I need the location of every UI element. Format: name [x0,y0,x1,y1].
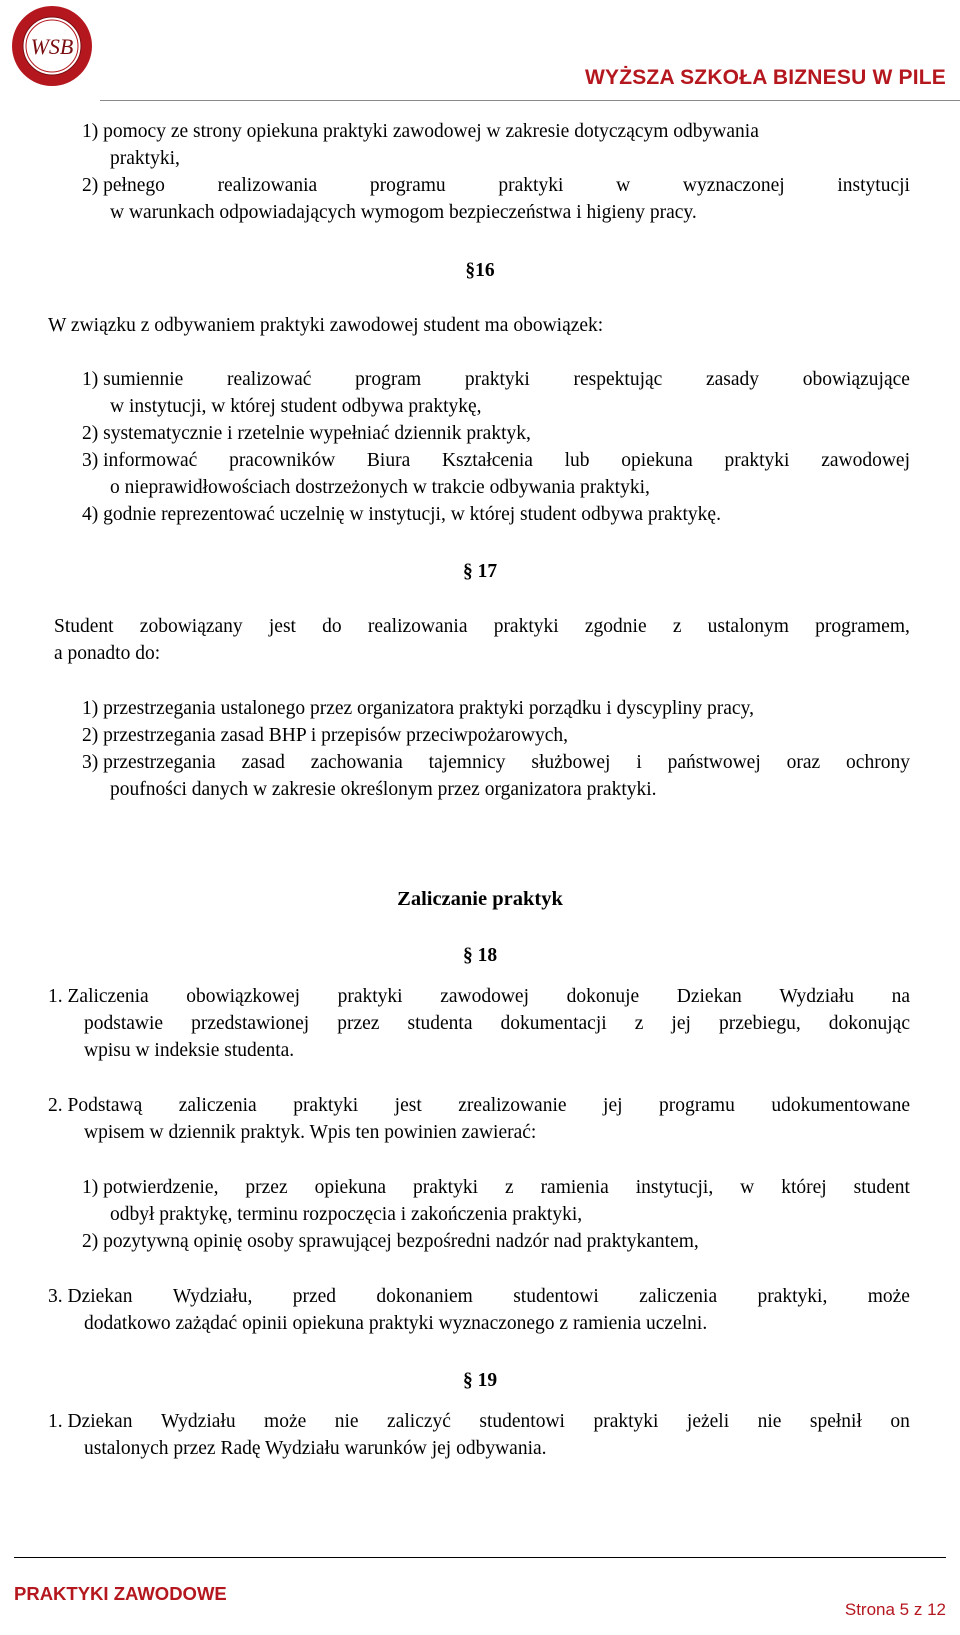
word: 1. Dziekan [48,1411,133,1432]
word: respektując [573,369,663,390]
word: 1. Zaliczenia [48,986,149,1007]
zaliczanie-heading: Zaliczanie praktyk [397,888,563,910]
s16-item1-line2: w instytucji, w której student odbywa praktykę, [110,396,482,417]
word: zgodnie [584,616,647,637]
word: z [634,1013,644,1034]
section19-heading: § 19 [462,1370,498,1391]
svg-text:WSB: WSB [30,34,74,59]
word: realizowania [217,175,318,196]
word: może [867,1286,910,1307]
word: wyznaczonej [682,175,785,196]
s19-p1-line1 [48,1408,910,1435]
word: praktyki [593,1411,659,1432]
s18-p3-line1 [48,1283,910,1310]
word: spełnił [809,1411,862,1432]
word: program [355,369,422,390]
s17-item3-line2: poufności danych w zakresie określonym przez organizatora praktyki. [110,779,657,800]
s16-item2: 2) systematycznie i rzetelnie wypełniać dziennik praktyk, [82,423,531,444]
word: instytucji, [635,1177,714,1198]
s15-item2-line1 [82,172,910,199]
word: ustalonym [707,616,789,637]
s18-p2-item2: 2) pozytywną opinię osoby sprawującej bezpośredni nadzór nad praktykantem, [82,1231,699,1252]
word: Student [54,616,114,637]
word: praktyki [493,616,559,637]
word: Biura [366,450,411,471]
word: dokumentacji [500,1013,607,1034]
word: on [890,1411,910,1432]
word: opiekuna [314,1177,387,1198]
word: zasady [706,369,760,390]
word: zaliczenia [639,1286,718,1307]
header-title: WYŻSZA SZKOŁA BIZNESU W PILE [584,66,946,89]
s18-p2-item1-line1 [82,1174,910,1201]
s18-p3-line2: dodatkowo zażądać opinii opiekuna praktyki wyznaczonego z ramienia uczelni. [84,1313,708,1334]
word: państwowej [667,752,761,773]
word: dokonuje [566,986,640,1007]
header-divider [100,100,960,101]
word: programem, [815,616,910,637]
word: do [322,616,342,637]
s18-p2-line2: wpisem w dziennik praktyk. Wpis ten powinien zawierać: [84,1122,537,1143]
word: przed [292,1286,337,1307]
footer-title: PRAKTYKI ZAWODOWE [14,1583,227,1604]
word: 1) sumiennie [82,369,184,390]
word: Wydziału [779,986,854,1007]
word: ochrony [846,752,910,773]
word: realizowania [367,616,468,637]
word: programu [659,1095,735,1116]
s16-intro: W związku z odbywaniem praktyki zawodowej student ma obowiązek: [48,315,604,336]
word: przez [337,1013,380,1034]
footer-divider [14,1557,946,1558]
word: Dziekan [676,986,742,1007]
word: programu [369,175,446,196]
word: 1) potwierdzenie, [82,1177,219,1198]
word: Wydziału [160,1411,236,1432]
section17-heading: § 17 [462,561,498,582]
s15-item1-line1: 1) pomocy ze strony opiekuna praktyki zawodowej w zakresie dotyczącym odbywania [82,121,759,142]
word: praktyki [464,369,530,390]
word: studentowi [479,1411,565,1432]
word: praktyki [413,1177,478,1198]
s16-item3-line1 [82,447,910,474]
s18-p1-line2 [84,1010,910,1037]
word: w [740,1177,755,1198]
word: praktyki [724,450,790,471]
word: obowiązujące [802,369,910,390]
s19-p1-line2: ustalonych przez Radę Wydziału warunków jej odbywania. [84,1438,547,1459]
word: jest [268,616,296,637]
word: przebiegu, [718,1013,801,1034]
word: na [891,986,910,1007]
word: tajemnicy [428,752,506,773]
word: dokonując [828,1013,910,1034]
word: praktyki [293,1095,359,1116]
word: zachowania [310,752,403,773]
s18-p1-line1 [48,983,910,1010]
word: 2. Podstawą [48,1095,143,1116]
word: dokonaniem [376,1286,473,1307]
word: praktyki, [757,1286,828,1307]
s18-p2-line1 [48,1092,910,1119]
word: nie [334,1411,359,1432]
s17-item2: 2) przestrzegania zasad BHP i przepisów przeciwpożarowych, [82,725,569,746]
word: z [504,1177,514,1198]
page-number: Strona 5 z 12 [844,1600,946,1619]
s15-item2-line2: w warunkach odpowiadających wymogom bezpieczeństwa i higieny pracy. [110,202,697,223]
word: podstawie [84,1013,164,1034]
word: jest [394,1095,422,1116]
word: zaliczyć [387,1411,451,1432]
word: 2) pełnego [82,175,165,196]
word: z [672,616,682,637]
word: zobowiązany [139,616,243,637]
word: Kształcenia [441,450,533,471]
s17-item3-line1 [82,749,910,776]
word: studenta [407,1013,473,1034]
word: student [853,1177,910,1198]
word: zawodowej [440,986,529,1007]
word: jej [671,1013,691,1034]
section18-heading: § 18 [462,945,498,966]
word: pracowników [229,450,336,471]
word: oraz [786,752,821,773]
word: jeżeli [686,1411,730,1432]
s15-item1-line2: praktyki, [110,148,180,169]
word: realizować [226,369,312,390]
word: 3) informować [82,450,198,471]
word: 3. Dziekan [48,1286,133,1307]
word: której [781,1177,827,1198]
word: może [264,1411,307,1432]
word: zawodowej [821,450,910,471]
word: nie [757,1411,782,1432]
word: w [616,175,631,196]
s16-item4: 4) godnie reprezentować uczelnię w instytucji, w której student odbywa praktykę. [82,504,721,525]
word: obowiązkowej [186,986,301,1007]
word: ramienia [540,1177,609,1198]
s17-intro-line1 [54,613,910,640]
word: 3) przestrzegania [82,752,216,773]
word: praktyki [498,175,564,196]
word: zasad [241,752,285,773]
word: i [636,752,642,773]
s18-p2-item1-line2: odbył praktykę, terminu rozpoczęcia i zakończenia praktyki, [110,1204,583,1225]
word: lub [564,450,590,471]
word: studentowi [513,1286,599,1307]
section16-heading: §16 [465,260,495,281]
word: zrealizowanie [458,1095,567,1116]
s16-item1-line1 [82,366,910,393]
word: zaliczenia [178,1095,257,1116]
word: Wydziału, [172,1286,253,1307]
word: praktyki [337,986,403,1007]
word: opiekuna [621,450,693,471]
s18-p1-line3: wpisu w indeksie studenta. [84,1040,295,1061]
word: jej [603,1095,623,1116]
s17-item1: 1) przestrzegania ustalonego przez organizatora praktyki porządku i dyscypliny pracy, [82,698,754,719]
word: przedstawionej [191,1013,310,1034]
word: udokumentowane [771,1095,910,1116]
word: instytucji [837,175,910,196]
s16-item3-line2: o nieprawidłowościach dostrzeżonych w trakcie odbywania praktyki, [110,477,650,498]
word: przez [245,1177,288,1198]
s17-intro-line2: a ponadto do: [54,643,161,664]
word: służbowej [531,752,611,773]
